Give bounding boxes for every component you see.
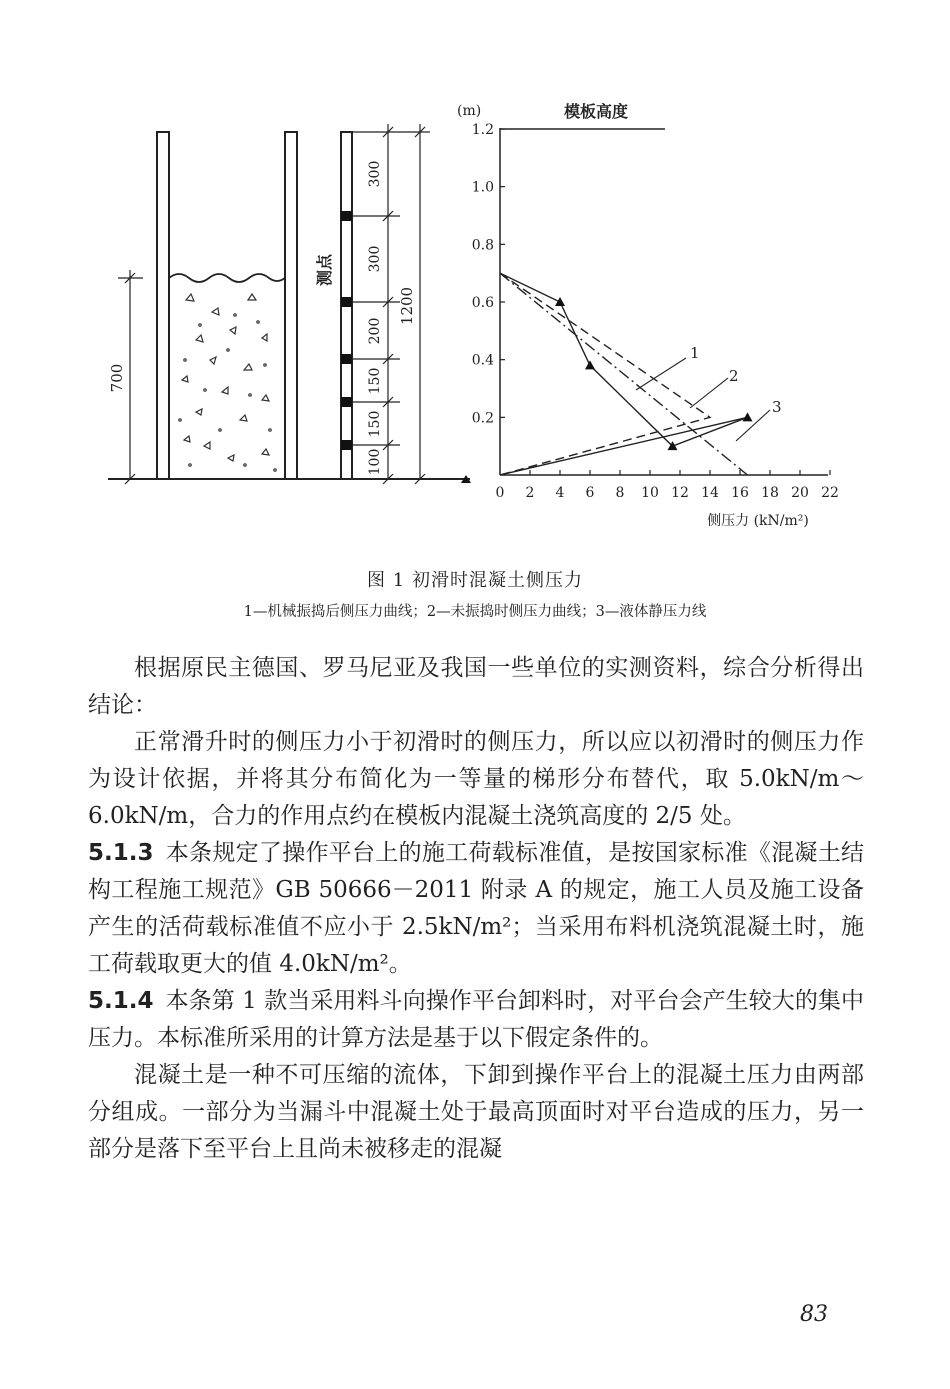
leader-2: [690, 378, 728, 408]
y-axis-label: (m): [457, 103, 482, 119]
y-tick-label: 0.8: [471, 237, 494, 254]
data-point-marker: [585, 360, 595, 369]
data-point-marker: [555, 297, 565, 306]
y-tick-label: 1.2: [471, 122, 494, 138]
section-text: 本条规定了操作平台上的施工荷载标准值，是按国家标准《混凝土结构工程施工规范》GB 50666－2011 附录 A 的规定，施工人员及施工设备产生的活荷载标准值不应小于 2.5kN/m²；当采用布料机浇筑混凝土时，施工荷载取更大的值 4.0kN/m²。: [88, 840, 864, 977]
x-axis-label: 侧压力 (kN/m²): [707, 513, 809, 529]
y-tick-label: 0.6: [471, 295, 494, 311]
curve-label-2: 2: [729, 367, 739, 385]
dim-700-label: 700: [108, 363, 126, 393]
section-5-1-3: [88, 835, 864, 983]
section-5-1-4: [88, 983, 864, 1057]
pressure-chart: [457, 102, 839, 529]
seg-label: 150: [367, 367, 383, 395]
x-tick-label: 8: [615, 485, 625, 501]
seg-label: 150: [367, 410, 383, 438]
series-line-2: [500, 273, 710, 475]
x-tick-label: 4: [555, 485, 565, 501]
section-number: 5.1.4: [88, 988, 154, 1014]
x-tick-label: 2: [525, 485, 535, 501]
y-tick-label: 0.2: [471, 410, 494, 427]
y-tick-label: 1.0: [471, 179, 494, 196]
x-tick-label: 10: [641, 485, 659, 501]
leader-1: [636, 358, 686, 390]
section-text: 本条第 1 款当采用料斗向操作平台卸料时，对平台会产生较大的集中压力。本标准所采用的计算方法是基于以下假定条件的。: [88, 988, 864, 1051]
curve-label-1: 1: [690, 344, 700, 362]
page-number: 83: [800, 1302, 828, 1327]
x-tick-label: 6: [585, 485, 595, 501]
dim-segments: [352, 124, 430, 484]
seg-label: 100: [367, 448, 383, 476]
x-tick-label: 16: [731, 485, 749, 501]
dim-1200-label: 1200: [398, 286, 416, 326]
x-tick-label: 12: [671, 485, 689, 501]
paragraph: 根据原民主德国、罗马尼亚及我国一些单位的实测资料，综合分析得出结论：: [88, 655, 864, 718]
paragraph: 正常滑升时的侧压力小于初滑时的侧压力，所以应以初滑时的侧压力作为设计依据，并将其分布简化为一等量的梯形分布替代，取 5.0kN/m～6.0kN/m，合力的作用点约在模板内混凝土浇筑高度的 2/5 处。: [88, 729, 864, 829]
chart-title: 模板高度: [563, 102, 629, 121]
figure-1: [0, 0, 950, 560]
x-tick-label: 22: [821, 485, 839, 501]
figure-caption-legend: 1—机械振捣后侧压力曲线；2—未振捣时侧压力曲线；3—液体静压力线: [243, 604, 707, 620]
concrete-aggregate: [179, 294, 276, 471]
measure-point-label: 测点: [315, 253, 334, 287]
leader-3: [736, 410, 770, 441]
dim-segment-labels: [367, 161, 383, 476]
section-number: 5.1.3: [88, 840, 154, 866]
x-tick-label: 20: [791, 485, 809, 501]
seg-label: 300: [367, 245, 383, 273]
y-tick-label: 0.4: [471, 352, 494, 369]
series-line-3: [500, 273, 748, 475]
x-tick-label: 18: [761, 485, 779, 501]
x-tick-label: 0: [495, 485, 505, 501]
body-text: [88, 650, 864, 1168]
figure-caption-title: 图 1 初滑时混凝土侧压力: [367, 570, 583, 591]
data-point-marker: [743, 412, 753, 421]
curve-label-3: 3: [772, 398, 782, 416]
seg-label: 300: [367, 160, 383, 188]
x-tick-label: 14: [701, 485, 719, 501]
paragraph: 混凝土是一种不可压缩的流体，下卸到操作平台上的混凝土压力由两部分组成。一部分为当漏斗中混凝土处于最高顶面时对平台造成的压力，另一部分是落下至平台上且尚未被移走的混凝: [88, 1062, 864, 1162]
seg-label: 200: [367, 317, 383, 345]
